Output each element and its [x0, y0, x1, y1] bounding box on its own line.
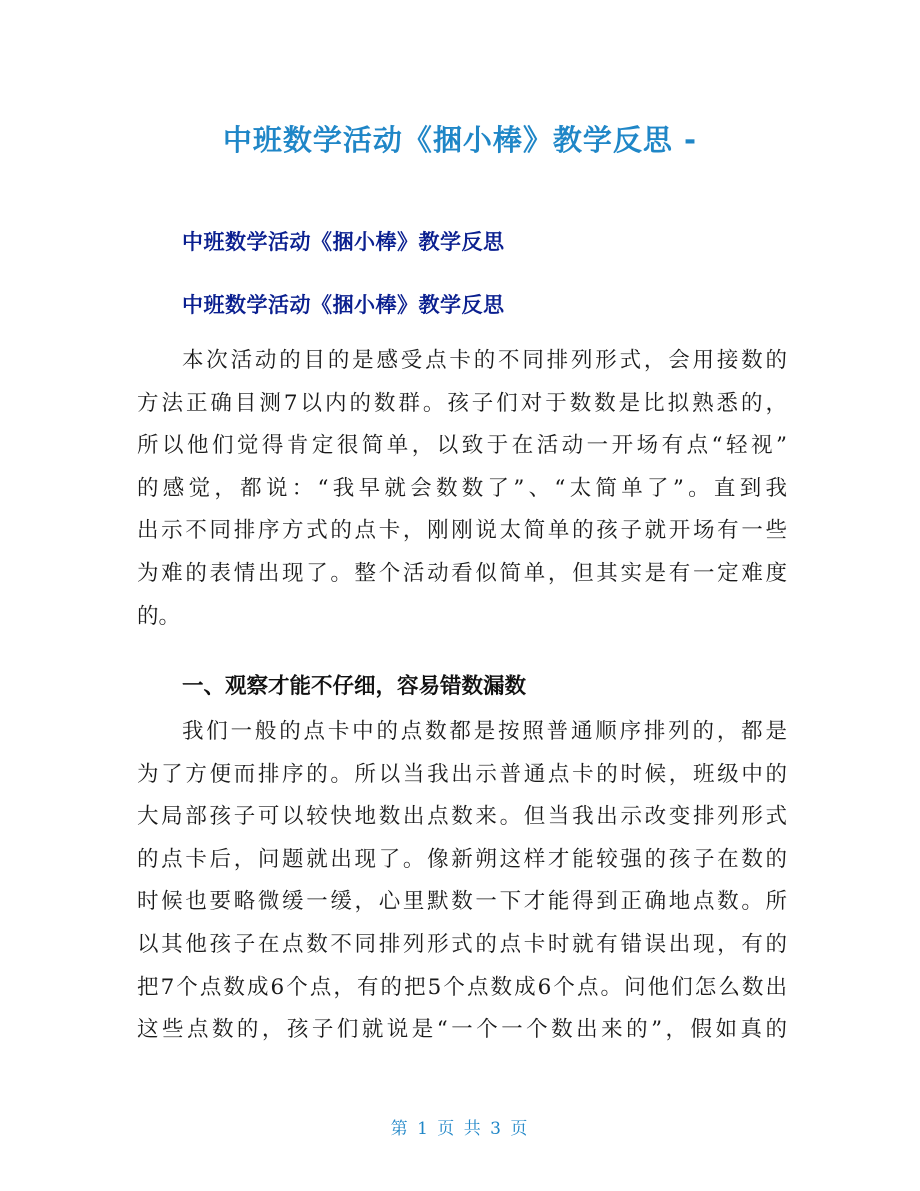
paragraph-line: 为了方便而排序的。所以当我出示普通点卡的时候，班级中的 [137, 761, 787, 787]
paragraph-line: 为难的表情出现了。整个活动看似简单，但其实是有一定难度 [137, 560, 787, 586]
paragraph-1 [137, 340, 787, 638]
subheading-2: 中班数学活动《捆小棒》教学反思 [182, 293, 505, 317]
paragraph-line: 的感觉，都说：“我早就会数数了”、“太简单了”。直到我 [137, 475, 787, 501]
paragraph-2 [137, 711, 787, 1052]
paragraph-line: 所以他们觉得肯定很简单，以致于在活动一开场有点“轻视” [137, 433, 787, 459]
paragraph-line: 把7个点数成6个点，有的把5个点数成6个点。问他们怎么数出 [137, 974, 787, 1000]
paragraph-line: 这些点数的，孩子们就说是“一个一个数出来的”，假如真的 [137, 1017, 787, 1043]
paragraph-line: 我们一般的点卡中的点数都是按照普通顺序排列的，都是 [182, 719, 787, 744]
document-title: 中班数学活动《捆小棒》教学反思 - [222, 123, 698, 157]
paragraph-line: 以其他孩子在点数不同排列形式的点卡时就有错误出现，有的 [137, 931, 787, 957]
paragraph-line: 时候也要略微缓一缓，心里默数一下才能得到正确地点数。所 [137, 889, 787, 915]
page-footer: 第 1 页 共 3 页 [390, 1119, 530, 1139]
section-heading: 一、观察才能不仔细，容易错数漏数 [182, 674, 527, 699]
paragraph-line: 的。 [137, 603, 181, 629]
paragraph-line: 方法正确目测7以内的数群。孩子们对于数数是比拟熟悉的， [137, 390, 787, 416]
paragraph-line: 本次活动的目的是感受点卡的不同排列形式，会用接数的 [182, 348, 787, 373]
subheading-1: 中班数学活动《捆小棒》教学反思 [182, 230, 505, 254]
paragraph-line: 的点卡后，问题就出现了。像新朔这样才能较强的孩子在数的 [137, 846, 787, 872]
paragraph-line: 大局部孩子可以较快地数出点数来。但当我出示改变排列形式 [137, 804, 787, 830]
paragraph-line: 出示不同排序方式的点卡，刚刚说太简单的孩子就开场有一些 [137, 518, 787, 544]
